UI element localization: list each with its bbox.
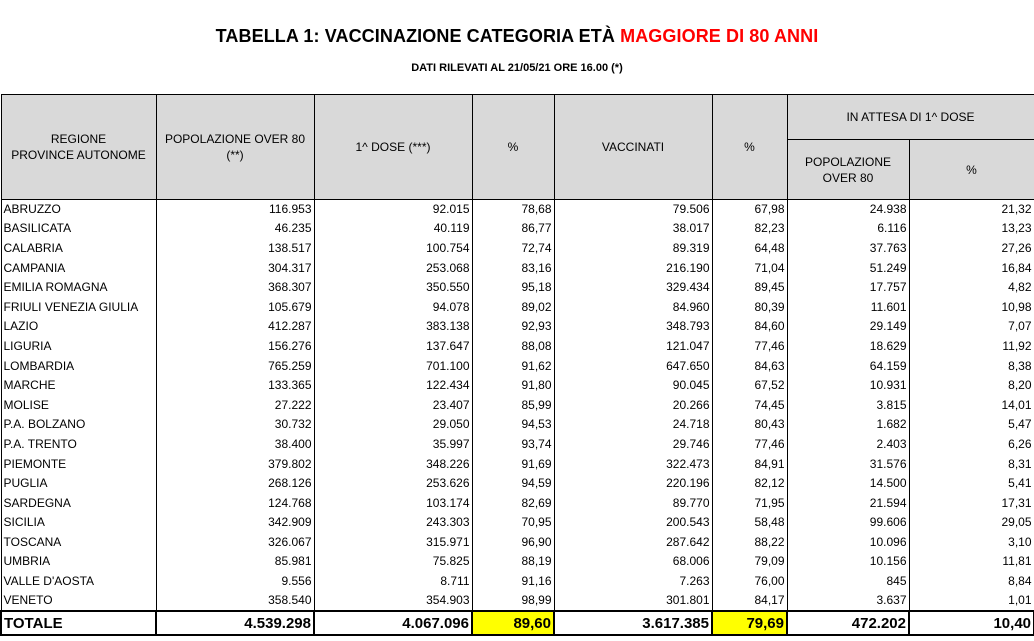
cell-waiting-percent: 8,84: [909, 572, 1034, 592]
cell-first-dose: 40.119: [314, 219, 472, 239]
header-population: POPOLAZIONE OVER 80 (**): [156, 95, 314, 200]
cell-first-dose: 75.825: [314, 552, 472, 572]
cell-region: VALLE D'AOSTA: [1, 572, 156, 592]
cell-waiting-population: 1.682: [787, 415, 909, 435]
cell-first-dose-percent: 98,99: [472, 591, 554, 611]
cell-population: 304.317: [156, 258, 314, 278]
cell-first-dose-percent: 96,90: [472, 533, 554, 553]
table-row: [1, 395, 1034, 415]
cell-waiting-population: 31.576: [787, 454, 909, 474]
cell-first-dose: 253.626: [314, 474, 472, 494]
table-row: [1, 454, 1034, 474]
cell-population: 342.909: [156, 513, 314, 533]
cell-waiting-population: 17.757: [787, 278, 909, 298]
cell-first-dose-percent: 89,02: [472, 297, 554, 317]
cell-waiting-population: 18.629: [787, 337, 909, 357]
table-row: [1, 278, 1034, 298]
cell-vaccinated: 121.047: [554, 337, 712, 357]
cell-waiting-population: 29.149: [787, 317, 909, 337]
total-vaccinated-percent: 79,69: [712, 611, 787, 635]
cell-waiting-percent: 17,31: [909, 493, 1034, 513]
cell-first-dose-percent: 91,16: [472, 572, 554, 592]
cell-vaccinated-percent: 67,98: [712, 200, 787, 220]
cell-vaccinated-percent: 89,45: [712, 278, 787, 298]
table-row: [1, 572, 1034, 592]
cell-waiting-population: 24.938: [787, 200, 909, 220]
cell-waiting-percent: 14,01: [909, 395, 1034, 415]
cell-population: 326.067: [156, 533, 314, 553]
cell-region: TOSCANA: [1, 533, 156, 553]
cell-region: LIGURIA: [1, 337, 156, 357]
cell-first-dose: 350.550: [314, 278, 472, 298]
cell-vaccinated-percent: 71,04: [712, 258, 787, 278]
cell-waiting-percent: 1,01: [909, 591, 1034, 611]
cell-region: PUGLIA: [1, 474, 156, 494]
cell-waiting-percent: 7,07: [909, 317, 1034, 337]
cell-first-dose-percent: 78,68: [472, 200, 554, 220]
cell-population: 38.400: [156, 435, 314, 455]
cell-vaccinated: 329.434: [554, 278, 712, 298]
cell-first-dose-percent: 83,16: [472, 258, 554, 278]
cell-vaccinated: 348.793: [554, 317, 712, 337]
cell-vaccinated-percent: 71,95: [712, 493, 787, 513]
table-row: [1, 513, 1034, 533]
cell-vaccinated-percent: 76,00: [712, 572, 787, 592]
cell-waiting-population: 51.249: [787, 258, 909, 278]
cell-region: BASILICATA: [1, 219, 156, 239]
cell-vaccinated-percent: 84,63: [712, 356, 787, 376]
cell-region: VENETO: [1, 591, 156, 611]
cell-region: ABRUZZO: [1, 200, 156, 220]
table-title: [0, 26, 1034, 47]
cell-waiting-population: 99.606: [787, 513, 909, 533]
cell-region: EMILIA ROMAGNA: [1, 278, 156, 298]
cell-population: 27.222: [156, 395, 314, 415]
cell-first-dose: 35.997: [314, 435, 472, 455]
cell-first-dose-percent: 91,80: [472, 376, 554, 396]
cell-first-dose-percent: 72,74: [472, 239, 554, 259]
cell-region: P.A. BOLZANO: [1, 415, 156, 435]
cell-vaccinated: 216.190: [554, 258, 712, 278]
cell-population: 133.365: [156, 376, 314, 396]
table-row: [1, 356, 1034, 376]
title-prefix: TABELLA 1: VACCINAZIONE CATEGORIA ETÀ: [215, 26, 621, 46]
cell-waiting-percent: 10,98: [909, 297, 1034, 317]
cell-vaccinated: 79.506: [554, 200, 712, 220]
cell-vaccinated-percent: 67,52: [712, 376, 787, 396]
header-first-dose: 1^ DOSE (***): [314, 95, 472, 200]
cell-vaccinated-percent: 84,17: [712, 591, 787, 611]
cell-waiting-percent: 8,38: [909, 356, 1034, 376]
cell-vaccinated: 29.746: [554, 435, 712, 455]
cell-vaccinated: 647.650: [554, 356, 712, 376]
cell-vaccinated-percent: 74,45: [712, 395, 787, 415]
table-row: [1, 493, 1034, 513]
vaccination-table: [0, 94, 1034, 636]
cell-waiting-population: 845: [787, 572, 909, 592]
cell-waiting-population: 10.096: [787, 533, 909, 553]
cell-waiting-population: 10.931: [787, 376, 909, 396]
cell-waiting-percent: 11,81: [909, 552, 1034, 572]
cell-waiting-percent: 27,26: [909, 239, 1034, 259]
cell-waiting-percent: 3,10: [909, 533, 1034, 553]
cell-population: 138.517: [156, 239, 314, 259]
cell-first-dose: 137.647: [314, 337, 472, 357]
cell-first-dose: 348.226: [314, 454, 472, 474]
cell-vaccinated-percent: 79,09: [712, 552, 787, 572]
total-waiting-population: 472.202: [787, 611, 909, 635]
cell-waiting-percent: 5,47: [909, 415, 1034, 435]
cell-region: CAMPANIA: [1, 258, 156, 278]
cell-waiting-percent: 6,26: [909, 435, 1034, 455]
cell-first-dose: 23.407: [314, 395, 472, 415]
header-first-dose-percent: %: [472, 95, 554, 200]
cell-population: 358.540: [156, 591, 314, 611]
total-vaccinated: 3.617.385: [554, 611, 712, 635]
table-row: [1, 552, 1034, 572]
cell-vaccinated: 200.543: [554, 513, 712, 533]
table-row: [1, 435, 1034, 455]
cell-first-dose-percent: 94,59: [472, 474, 554, 494]
cell-population: 268.126: [156, 474, 314, 494]
cell-vaccinated: 7.263: [554, 572, 712, 592]
cell-first-dose-percent: 94,53: [472, 415, 554, 435]
cell-region: PIEMONTE: [1, 454, 156, 474]
cell-first-dose: 103.174: [314, 493, 472, 513]
cell-vaccinated: 68.006: [554, 552, 712, 572]
cell-region: LAZIO: [1, 317, 156, 337]
cell-vaccinated: 90.045: [554, 376, 712, 396]
cell-waiting-population: 14.500: [787, 474, 909, 494]
cell-first-dose-percent: 82,69: [472, 493, 554, 513]
cell-first-dose: 354.903: [314, 591, 472, 611]
cell-population: 9.556: [156, 572, 314, 592]
cell-population: 124.768: [156, 493, 314, 513]
cell-vaccinated-percent: 77,46: [712, 337, 787, 357]
total-waiting-percent: 10,40: [909, 611, 1034, 635]
cell-first-dose-percent: 91,62: [472, 356, 554, 376]
cell-first-dose: 243.303: [314, 513, 472, 533]
total-row: [1, 611, 1034, 635]
cell-first-dose: 701.100: [314, 356, 472, 376]
total-first-dose-percent: 89,60: [472, 611, 554, 635]
cell-vaccinated-percent: 80,43: [712, 415, 787, 435]
table-row: [1, 219, 1034, 239]
cell-waiting-population: 3.637: [787, 591, 909, 611]
cell-waiting-population: 37.763: [787, 239, 909, 259]
cell-first-dose-percent: 88,08: [472, 337, 554, 357]
cell-waiting-percent: 5,41: [909, 474, 1034, 494]
cell-first-dose: 253.068: [314, 258, 472, 278]
cell-region: SICILIA: [1, 513, 156, 533]
cell-population: 412.287: [156, 317, 314, 337]
cell-region: LOMBARDIA: [1, 356, 156, 376]
cell-first-dose-percent: 91,69: [472, 454, 554, 474]
table-row: [1, 474, 1034, 494]
cell-first-dose-percent: 85,99: [472, 395, 554, 415]
cell-vaccinated-percent: 82,12: [712, 474, 787, 494]
cell-first-dose: 29.050: [314, 415, 472, 435]
cell-region: SARDEGNA: [1, 493, 156, 513]
table-row: [1, 591, 1034, 611]
table-row: [1, 376, 1034, 396]
table-row: [1, 415, 1034, 435]
header-vaccinated-percent: %: [712, 95, 787, 200]
table-row: [1, 337, 1034, 357]
cell-vaccinated: 20.266: [554, 395, 712, 415]
header-waiting-population: POPOLAZIONE OVER 80: [787, 140, 909, 200]
table-row: [1, 258, 1034, 278]
header-vaccinated: VACCINATI: [554, 95, 712, 200]
cell-region: UMBRIA: [1, 552, 156, 572]
cell-vaccinated: 220.196: [554, 474, 712, 494]
table-row: [1, 200, 1034, 220]
cell-population: 85.981: [156, 552, 314, 572]
cell-population: 379.802: [156, 454, 314, 474]
cell-waiting-population: 3.815: [787, 395, 909, 415]
cell-region: P.A. TRENTO: [1, 435, 156, 455]
cell-first-dose-percent: 95,18: [472, 278, 554, 298]
cell-region: FRIULI VENEZIA GIULIA: [1, 297, 156, 317]
cell-first-dose-percent: 86,77: [472, 219, 554, 239]
cell-population: 30.732: [156, 415, 314, 435]
cell-first-dose: 100.754: [314, 239, 472, 259]
cell-population: 105.679: [156, 297, 314, 317]
cell-waiting-percent: 16,84: [909, 258, 1034, 278]
cell-waiting-population: 10.156: [787, 552, 909, 572]
cell-vaccinated: 84.960: [554, 297, 712, 317]
cell-vaccinated: 301.801: [554, 591, 712, 611]
cell-first-dose: 315.971: [314, 533, 472, 553]
cell-vaccinated: 287.642: [554, 533, 712, 553]
cell-vaccinated-percent: 77,46: [712, 435, 787, 455]
cell-vaccinated: 322.473: [554, 454, 712, 474]
cell-waiting-percent: 4,82: [909, 278, 1034, 298]
cell-first-dose: 92.015: [314, 200, 472, 220]
cell-vaccinated: 89.319: [554, 239, 712, 259]
cell-vaccinated: 38.017: [554, 219, 712, 239]
cell-waiting-percent: 8,31: [909, 454, 1034, 474]
cell-first-dose: 8.711: [314, 572, 472, 592]
cell-vaccinated-percent: 64,48: [712, 239, 787, 259]
cell-first-dose-percent: 93,74: [472, 435, 554, 455]
cell-population: 156.276: [156, 337, 314, 357]
title-highlight: MAGGIORE DI 80 ANNI: [620, 26, 819, 46]
total-first-dose: 4.067.096: [314, 611, 472, 635]
cell-waiting-population: 2.403: [787, 435, 909, 455]
cell-vaccinated: 89.770: [554, 493, 712, 513]
header-waiting-percent: %: [909, 140, 1034, 200]
total-region: TOTALE: [1, 611, 156, 635]
cell-vaccinated-percent: 84,91: [712, 454, 787, 474]
cell-waiting-percent: 29,05: [909, 513, 1034, 533]
cell-region: MOLISE: [1, 395, 156, 415]
header-region: REGIONE PROVINCE AUTONOME: [1, 95, 156, 200]
cell-vaccinated-percent: 84,60: [712, 317, 787, 337]
cell-vaccinated-percent: 58,48: [712, 513, 787, 533]
table-row: [1, 239, 1034, 259]
cell-population: 368.307: [156, 278, 314, 298]
cell-first-dose: 122.434: [314, 376, 472, 396]
cell-vaccinated-percent: 88,22: [712, 533, 787, 553]
table-row: [1, 533, 1034, 553]
table-row: [1, 317, 1034, 337]
cell-waiting-percent: 11,92: [909, 337, 1034, 357]
cell-first-dose-percent: 92,93: [472, 317, 554, 337]
cell-vaccinated-percent: 80,39: [712, 297, 787, 317]
cell-population: 765.259: [156, 356, 314, 376]
cell-population: 116.953: [156, 200, 314, 220]
cell-waiting-percent: 21,32: [909, 200, 1034, 220]
cell-vaccinated: 24.718: [554, 415, 712, 435]
table-row: [1, 297, 1034, 317]
total-population: 4.539.298: [156, 611, 314, 635]
cell-waiting-percent: 8,20: [909, 376, 1034, 396]
cell-first-dose: 94.078: [314, 297, 472, 317]
cell-waiting-percent: 13,23: [909, 219, 1034, 239]
cell-region: CALABRIA: [1, 239, 156, 259]
cell-waiting-population: 64.159: [787, 356, 909, 376]
header-waiting: IN ATTESA DI 1^ DOSE: [787, 95, 1034, 140]
cell-region: MARCHE: [1, 376, 156, 396]
cell-first-dose-percent: 88,19: [472, 552, 554, 572]
cell-population: 46.235: [156, 219, 314, 239]
table-subtitle: DATI RILEVATI AL 21/05/21 ORE 16.00 (*): [411, 62, 623, 74]
cell-waiting-population: 6.116: [787, 219, 909, 239]
cell-waiting-population: 21.594: [787, 493, 909, 513]
cell-first-dose-percent: 70,95: [472, 513, 554, 533]
cell-vaccinated-percent: 82,23: [712, 219, 787, 239]
cell-waiting-population: 11.601: [787, 297, 909, 317]
table-body: [1, 200, 1034, 612]
cell-first-dose: 383.138: [314, 317, 472, 337]
